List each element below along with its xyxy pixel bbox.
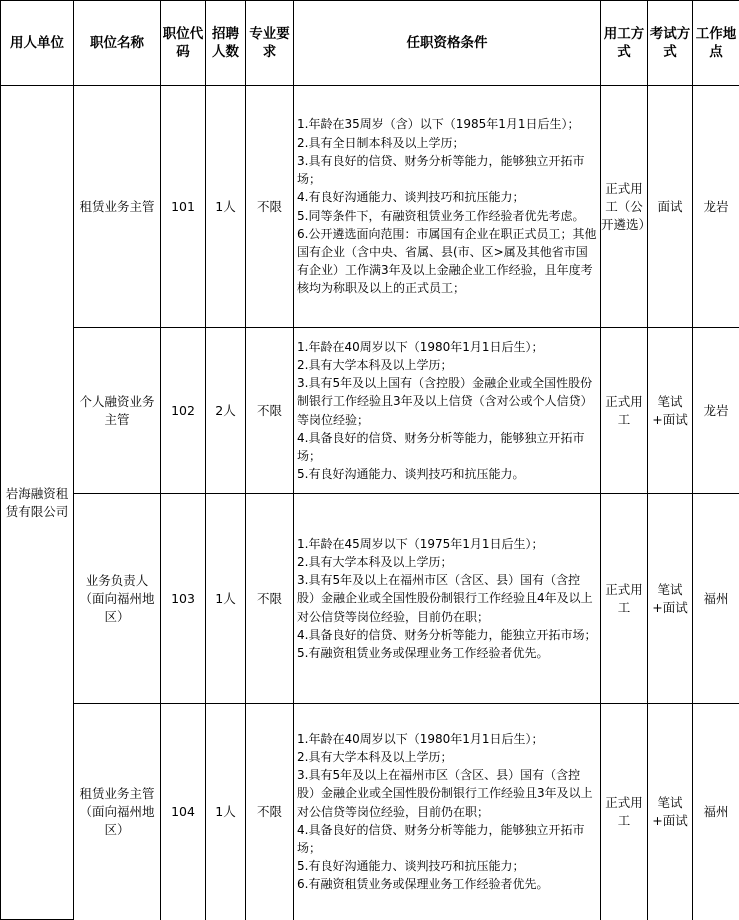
header-position: 职位名称	[74, 1, 161, 86]
requirement-item: 1.年龄在35周岁（含）以下（1985年1月1日后生）；	[297, 117, 580, 132]
work-location: 龙岩	[693, 328, 739, 494]
requirement-item: 3.具有5年及以上在福州市区（含区、县）国有（含控股）金融企业或全国性股份制银行工作经验且3年及以上对公信贷等岗位经验，目前仍在职；	[297, 768, 593, 819]
requirement-item: 4.有良好沟通能力、谈判技巧和抗压能力；	[297, 190, 525, 205]
position-code: 103	[161, 494, 206, 704]
work-location: 福州	[693, 704, 739, 920]
header-location: 工作地点	[693, 1, 739, 86]
unit-cell: 岩海融资租赁有限公司	[1, 86, 74, 920]
header-employment: 用工方式	[601, 1, 648, 86]
exam-method: 笔试+面试	[648, 494, 693, 704]
requirement-item: 1.年龄在40周岁以下（1980年1月1日后生）；	[297, 731, 544, 746]
header-row	[1, 1, 739, 86]
requirement-item: 5.有良好沟通能力、谈判技巧和抗压能力。	[297, 467, 525, 482]
table-row	[1, 704, 739, 920]
requirement-item: 5.有良好沟通能力、谈判技巧和抗压能力；	[297, 859, 525, 874]
exam-method: 笔试+面试	[648, 704, 693, 920]
major-requirement: 不限	[246, 494, 294, 704]
employment-type: 正式用工	[601, 704, 648, 920]
requirements-cell	[294, 494, 601, 704]
major-requirement: 不限	[246, 86, 294, 328]
major-requirement: 不限	[246, 328, 294, 494]
header-major: 专业要求	[246, 1, 294, 86]
requirement-item: 2.具有大学本科及以上学历；	[297, 750, 453, 765]
requirement-item: 4.具备良好的信贷、财务分析等能力，能够独立开拓市场；	[297, 430, 585, 463]
requirements-cell	[294, 704, 601, 920]
employment-type: 正式用工	[601, 494, 648, 704]
employment-type: 正式用工	[601, 328, 648, 494]
requirement-item: 3.具有5年及以上国有（含控股）金融企业或全国性股份制银行工作经验且3年及以上信贷（含对公或个人信贷）等岗位经验；	[297, 376, 593, 427]
table-row	[1, 86, 739, 328]
work-location: 福州	[693, 494, 739, 704]
work-location: 龙岩	[693, 86, 739, 328]
header-requirements: 任职资格条件	[294, 1, 601, 86]
requirements-cell	[294, 328, 601, 494]
position-title: 租赁业务主管（面向福州地区）	[74, 704, 161, 920]
requirement-item: 2.具有全日制本科及以上学历；	[297, 135, 465, 150]
header-exam: 考试方式	[648, 1, 693, 86]
exam-method: 笔试+面试	[648, 328, 693, 494]
hire-count: 1人	[206, 494, 246, 704]
header-unit: 用人单位	[1, 1, 74, 86]
employment-type: 正式用工（公开遴选）	[601, 86, 648, 328]
requirement-item: 6.有融资租赁业务或保理业务工作经验者优先。	[297, 877, 549, 892]
exam-method: 面试	[648, 86, 693, 328]
position-title: 租赁业务主管	[74, 86, 161, 328]
hire-count: 1人	[206, 704, 246, 920]
requirement-item: 2.具有大学本科及以上学历；	[297, 554, 453, 569]
header-code: 职位代码	[161, 1, 206, 86]
requirement-item: 5.有融资租赁业务或保理业务工作经验者优先。	[297, 646, 549, 660]
table-row	[1, 328, 739, 494]
position-code: 102	[161, 328, 206, 494]
requirement-item: 4.具备良好的信贷、财务分析等能力，能独立开拓市场；	[297, 627, 597, 642]
header-count: 招聘人数	[206, 1, 246, 86]
hire-count: 2人	[206, 328, 246, 494]
requirement-item: 3.具有5年及以上在福州市区（含区、县）国有（含控股）金融企业或全国性股份制银行工作经验且4年及以上对公信贷等岗位经验，目前仍在职；	[297, 573, 593, 624]
requirements-cell	[294, 86, 601, 328]
position-code: 101	[161, 86, 206, 328]
requirement-item: 3.具有良好的信贷、财务分析等能力，能够独立开拓市场；	[297, 153, 585, 187]
requirement-item: 1.年龄在45周岁以下（1975年1月1日后生）；	[297, 536, 544, 551]
requirement-item: 2.具有大学本科及以上学历；	[297, 357, 453, 372]
position-title: 个人融资业务主管	[74, 328, 161, 494]
hire-count: 1人	[206, 86, 246, 328]
position-title: 业务负责人（面向福州地区）	[74, 494, 161, 704]
requirement-item: 6.公开遴选面向范围：市属国有企业在职正式员工；其他国有企业（含中央、省属、县(市、区>属及其他省市国有企业）工作满3年及以上金融企业工作经验，且年度考核均为称职及以上的正式员工；	[297, 226, 597, 296]
requirement-item: 1.年龄在40周岁以下（1980年1月1日后生）；	[297, 339, 544, 354]
table-row	[1, 494, 739, 704]
major-requirement: 不限	[246, 704, 294, 920]
requirement-item: 5.同等条件下，有融资租赁业务工作经验者优先考虑。	[297, 208, 585, 223]
position-code: 104	[161, 704, 206, 920]
requirement-item: 4.具备良好的信贷、财务分析等能力，能够独立开拓市场；	[297, 822, 585, 856]
